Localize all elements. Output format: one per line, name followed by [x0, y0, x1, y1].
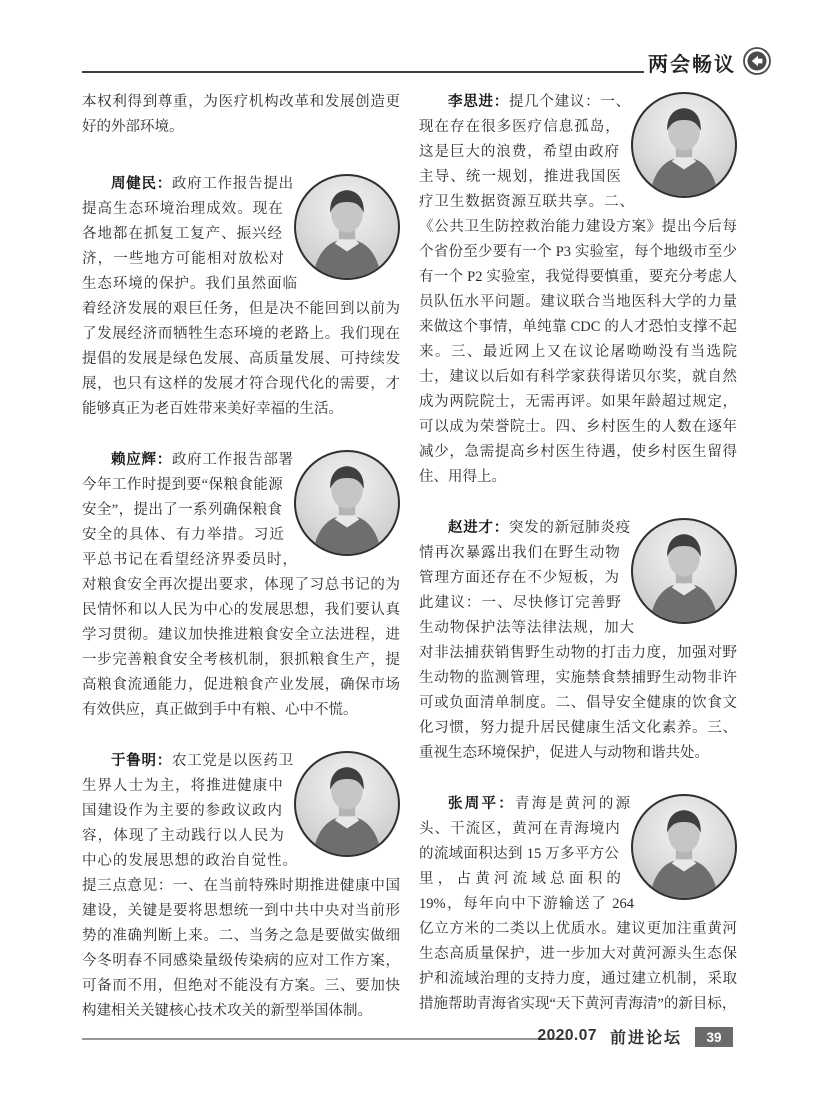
- speaker-remarks: 青海是黄河的源头、干流区，黄河在青海境内的流域面积达到 15 万多平方公里，占黄河流域总面积的 19%，每年向中下游输送了 264 亿立方米的二类以上优质水。建议更加注重黄河生态高质量保护，进一步加大对黄河源头生态保护和流域治理的支持力度，通过建立机制，采取措施帮助青海省实现“天下黄河青海清”的新目标，: [419, 796, 737, 1012]
- footer-meta: [537, 1024, 733, 1048]
- speaker-remarks: 突发的新冠肺炎疫情再次暴露出我们在野生动物管理方面还存在不少短板，为此建议：一、尽快修订完善野生动物保护法等法律法规，加大对非法捕获销售野生动物的打击力度，加强对野生动物的监测管理，实施禁食禁捕野生动物非许可或负面清单制度。二、倡导安全健康的饮食文化习惯，努力提升居民健康生活文化素养。三、重视生态环境保护，促进人与动物和谐共处。: [419, 520, 737, 761]
- speaker-remarks: 提几个建议：一、现在存在很多医疗信息孤岛，这是巨大的浪费，希望由政府主导、统一规划，推进我国医疗卫生数据资源互联共享。二、《公共卫生防控救治能力建设方案》提出今后每个省份至少要有一个 P3 实验室，每个地级市至少有一个 P2 实验室，我觉得要慎重，要充分考虑人员队伍水平问题。建议联合当地医科大学的力量来做这个事情，单纯靠 CDC 的人才恐怕支撑不起来。三、最近网上又在议论屠呦呦没有当选院士，建议以后如有科学家获得诺贝尔奖，就自然成为两院院士，无需再评。如果年龄超过规定，可以成为荣誉院士。四、乡村医生的人数在逐年减少，急需提高乡村医生待遇，使乡村医生留得住、用得上。: [419, 94, 737, 485]
- speaker-name: 赖应辉：: [111, 452, 172, 468]
- speaker-paragraph: [419, 90, 737, 490]
- speaker-paragraph: [419, 792, 737, 1017]
- speaker-paragraph: [82, 448, 400, 723]
- portrait-lai-yinghui: [294, 450, 400, 556]
- page-header: [0, 0, 816, 80]
- person-silhouette-icon: [633, 796, 735, 898]
- portrait-zhou-jianmin: [294, 174, 400, 280]
- portrait-zhao-jincai: [631, 518, 737, 624]
- page-footer: [82, 1024, 737, 1050]
- speaker-name: 周健民：: [111, 176, 172, 192]
- issue-date: 2020.07: [537, 1027, 597, 1044]
- portrait-yu-luming: [294, 751, 400, 857]
- journal-name: 前进论坛: [609, 1029, 682, 1047]
- continuation-paragraph: 本权利得到尊重，为医疗机构改革和发展创造更好的外部环境。: [82, 94, 400, 135]
- portrait-zhang-zhouping: [631, 794, 737, 900]
- header-rule: [82, 71, 644, 73]
- footer-rule: [82, 1038, 570, 1040]
- back-arrow-logo-icon: [742, 46, 772, 76]
- speaker-remarks: 政府工作报告部署今年工作时提到要“保粮食能源安全”，提出了一系列确保粮食安全的具体、有力举措。习近平总书记在看望经济界委员时，对粮食安全再次提出要求，体现了习总书记的为民情怀和以人民为中心的发展思想，我们要认真学习贯彻。建议加快推进粮食安全立法进程，进一步完善粮食安全考核机制，狠抓粮食生产，提高粮食流通能力，促进粮食产业发展，确保市场有效供应，真正做到手中有粮、心中不慌。: [82, 452, 400, 718]
- speaker-paragraph: [82, 749, 400, 1024]
- speaker-name: 李思进：: [448, 94, 509, 110]
- speaker-name: 赵进才：: [448, 520, 509, 536]
- speaker-remarks: 农工党是以医药卫生界人士为主，将推进健康中国建设作为主要的参政议政内容，体现了主动践行以人民为中心的发展思想的政治自觉性。提三点意见：一、在当前特殊时期推进健康中国建设，关键是要将思想统一到中共中央对当前形势的准确判断上来。二、当务之急是要做实做细今冬明春不同感染量级传染病的应对工作方案，可备而不用，但绝对不能没有方案。三、要加快构建相关关键核心技术攻关的新型举国体制。: [82, 753, 400, 1019]
- person-silhouette-icon: [633, 520, 735, 622]
- left-column: [82, 90, 400, 1050]
- speaker-paragraph: [82, 172, 400, 422]
- speaker-remarks: 政府工作报告提出提高生态环境治理成效。现在各地都在抓复工复产、振兴经济，一些地方可能相对放松对生态环境的保护。我们虽然面临着经济发展的艰巨任务，但是决不能回到以前为了发展经济而牺牲生态环境的老路上。我们现在提倡的发展是绿色发展、高质量发展、可持续发展，也只有这样的发展才符合现代化的需要，才能够真正为老百姓带来美好幸福的生活。: [82, 176, 400, 417]
- portrait-li-sijin: [631, 92, 737, 198]
- right-column: [419, 90, 737, 1043]
- speaker-paragraph: [419, 516, 737, 766]
- person-silhouette-icon: [633, 94, 735, 196]
- speaker-name: 于鲁明：: [111, 753, 172, 769]
- person-silhouette-icon: [296, 452, 398, 554]
- page-number-badge: 39: [695, 1027, 733, 1047]
- section-title: 两会畅议: [648, 54, 736, 76]
- person-silhouette-icon: [296, 176, 398, 278]
- person-silhouette-icon: [296, 753, 398, 855]
- speaker-name: 张周平：: [448, 796, 516, 812]
